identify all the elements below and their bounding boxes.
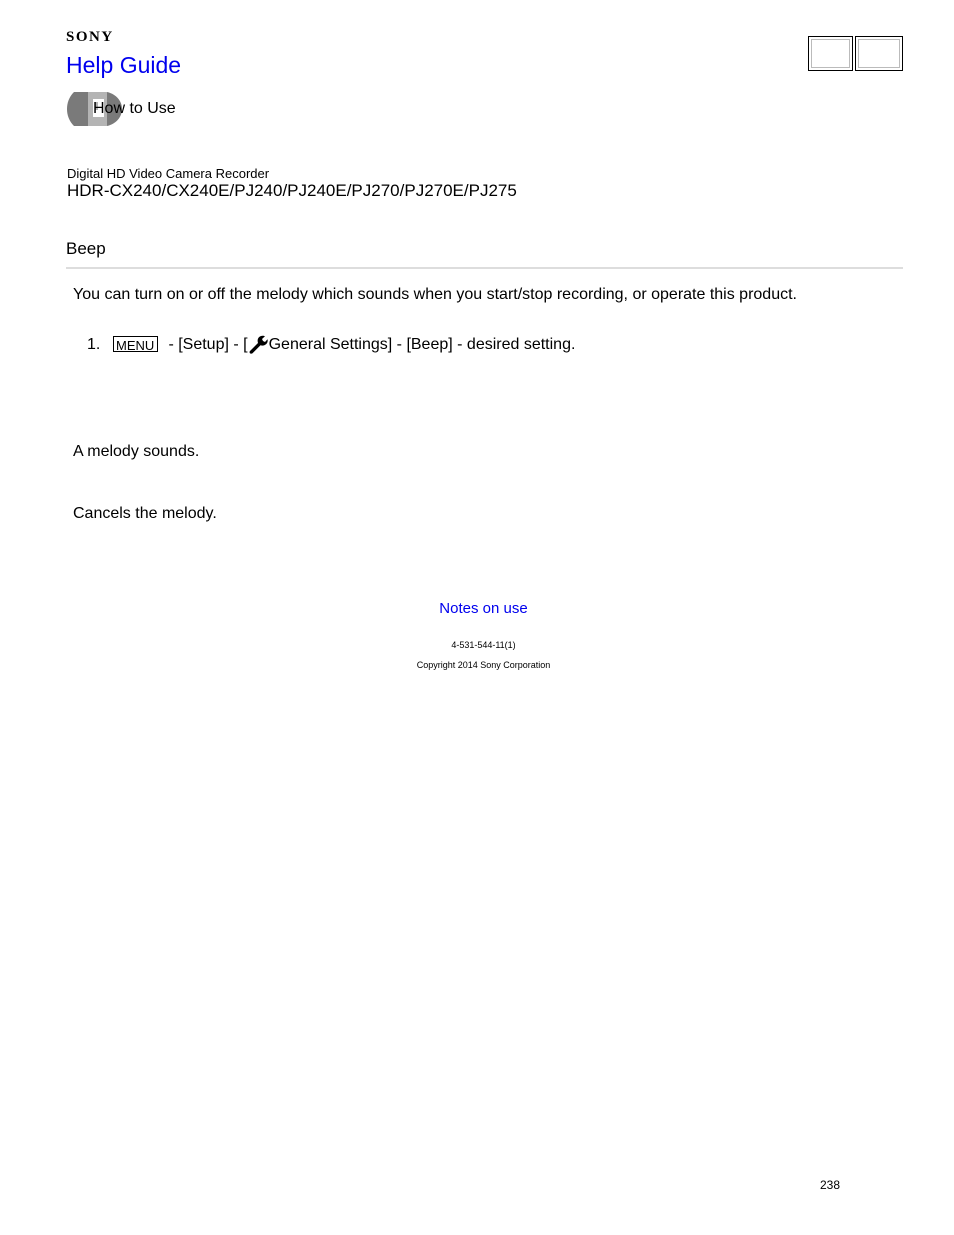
previous-page-button[interactable] (808, 36, 853, 71)
wrench-icon (248, 334, 268, 354)
step-number: 1. (87, 335, 101, 353)
intro-text: You can turn on or off the melody which sounds when you start/stop recording, or operate this product. (73, 286, 797, 303)
step-text-before: - [Setup] - [ (164, 335, 248, 353)
page-title: Beep (66, 239, 106, 258)
help-guide-title[interactable]: Help Guide (66, 52, 182, 78)
option-description: A melody sounds. (73, 443, 200, 460)
copyright: Copyright 2014 Sony Corporation (416, 660, 551, 670)
category-label[interactable]: How to Use (93, 100, 176, 117)
option-description: Cancels the melody. (73, 505, 217, 522)
sony-logo: SONY (66, 29, 114, 45)
page-number: 238 (820, 1178, 841, 1192)
model-names: HDR-CX240/CX240E/PJ240/PJ240E/PJ270/PJ270E/PJ275 (67, 181, 517, 200)
menu-button-icon: MENU (113, 336, 158, 352)
document-number: 4-531-544-11(1) (451, 640, 516, 650)
next-page-button[interactable] (855, 36, 903, 71)
step-text-after: General Settings] - [Beep] - desired setting. (268, 335, 576, 353)
title-divider (66, 267, 903, 269)
step-item (87, 334, 575, 354)
product-type: Digital HD Video Camera Recorder (67, 166, 270, 181)
related-link-notes-on-use[interactable]: Notes on use (439, 600, 528, 617)
